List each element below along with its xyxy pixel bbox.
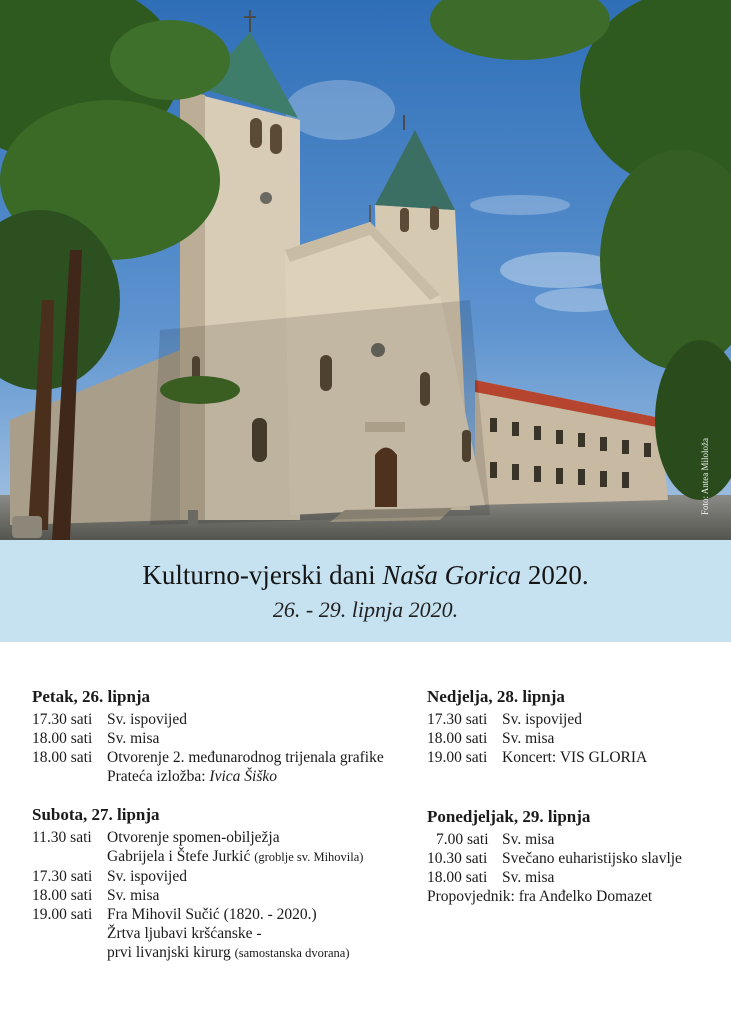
event-text: Svečano euharistijsko slavlje	[502, 850, 682, 867]
event-text: Fra Mihovil Sučić (1820. - 2020.)	[107, 906, 317, 923]
event-text: Sv. misa	[107, 887, 160, 904]
title-suffix: 2020.	[521, 560, 589, 590]
event-row	[32, 748, 422, 786]
event-row	[427, 849, 727, 868]
event-sub-text: prvi livanjski kirurg	[107, 944, 235, 961]
day-heading: Ponedjeljak, 29. lipnja	[427, 807, 591, 826]
event-row	[427, 868, 727, 887]
schedule-left-column	[32, 686, 422, 981]
event-text: Otvorenje 2. međunarodnog trijenala grafike	[107, 749, 384, 766]
event-text: Sv. ispovijed	[502, 711, 582, 728]
event-time: 19.00 sati	[32, 906, 93, 923]
day-sunday	[427, 686, 727, 767]
event-text: Sv. misa	[502, 831, 555, 848]
day-saturday	[32, 804, 422, 963]
event-time: 10.30 sati	[427, 850, 488, 867]
event-row	[32, 905, 422, 963]
event-sub-italic: Ivica Šiško	[209, 768, 277, 785]
event-text: Sv. misa	[502, 869, 555, 886]
event-dates: 26. - 29. lipnja 2020.	[272, 597, 459, 622]
event-time: 18.00 sati	[32, 749, 93, 766]
event-subline: Žrtva ljubavi kršćanske -	[107, 925, 262, 942]
title-prefix: Kulturno-vjerski dani	[142, 560, 383, 590]
event-sub-small: (samostanska dvorana)	[234, 946, 350, 960]
event-time: 19.00 sati	[427, 749, 488, 766]
event-subline	[32, 943, 422, 963]
day-monday	[427, 806, 727, 906]
day-heading: Petak, 26. lipnja	[32, 687, 151, 706]
event-text: Sv. ispovijed	[107, 711, 187, 728]
event-row	[427, 710, 727, 729]
event-text: Sv. ispovijed	[107, 868, 187, 885]
event-subline	[32, 767, 422, 786]
event-time: 17.30 sati	[32, 868, 93, 885]
event-time: 7.00 sati	[436, 831, 489, 848]
title-italic: Naša Gorica	[382, 560, 522, 590]
event-time: 17.30 sati	[32, 711, 93, 728]
preacher-note: Propovjednik: fra Anđelko Domazet	[427, 888, 653, 905]
event-text: Koncert: VIS GLORIA	[502, 749, 648, 766]
title-banner	[0, 540, 731, 642]
event-row	[427, 830, 727, 849]
event-time: 18.00 sati	[427, 869, 488, 886]
day-friday	[32, 686, 422, 786]
event-row	[32, 828, 422, 867]
event-row	[32, 867, 422, 886]
event-time: 18.00 sati	[427, 730, 488, 747]
event-text: Sv. misa	[502, 730, 555, 747]
page-title	[0, 558, 731, 592]
event-row	[32, 729, 422, 748]
event-row	[32, 710, 422, 729]
event-row	[32, 886, 422, 905]
schedule-right-column	[427, 686, 727, 924]
day-heading: Nedjelja, 28. lipnja	[427, 687, 565, 706]
program-schedule	[0, 686, 731, 1016]
event-time: 18.00 sati	[32, 730, 93, 747]
photo-credit: Foto: Antea Miloloža	[700, 438, 710, 515]
event-sub-text: Prateća izložba:	[107, 768, 210, 785]
event-row	[427, 729, 727, 748]
event-row	[427, 748, 727, 767]
event-time: 18.00 sati	[32, 887, 93, 904]
event-text: Otvorenje spomen-obilježja	[107, 829, 280, 846]
event-subline	[32, 847, 422, 867]
event-time: 11.30 sati	[32, 829, 92, 846]
day-heading: Subota, 27. lipnja	[32, 805, 160, 824]
event-sub-small: (groblje sv. Mihovila)	[254, 850, 364, 864]
event-time: 17.30 sati	[427, 711, 488, 728]
event-text: Sv. misa	[107, 730, 160, 747]
event-sub-text: Gabrijela i Štefe Jurkić	[107, 848, 255, 865]
